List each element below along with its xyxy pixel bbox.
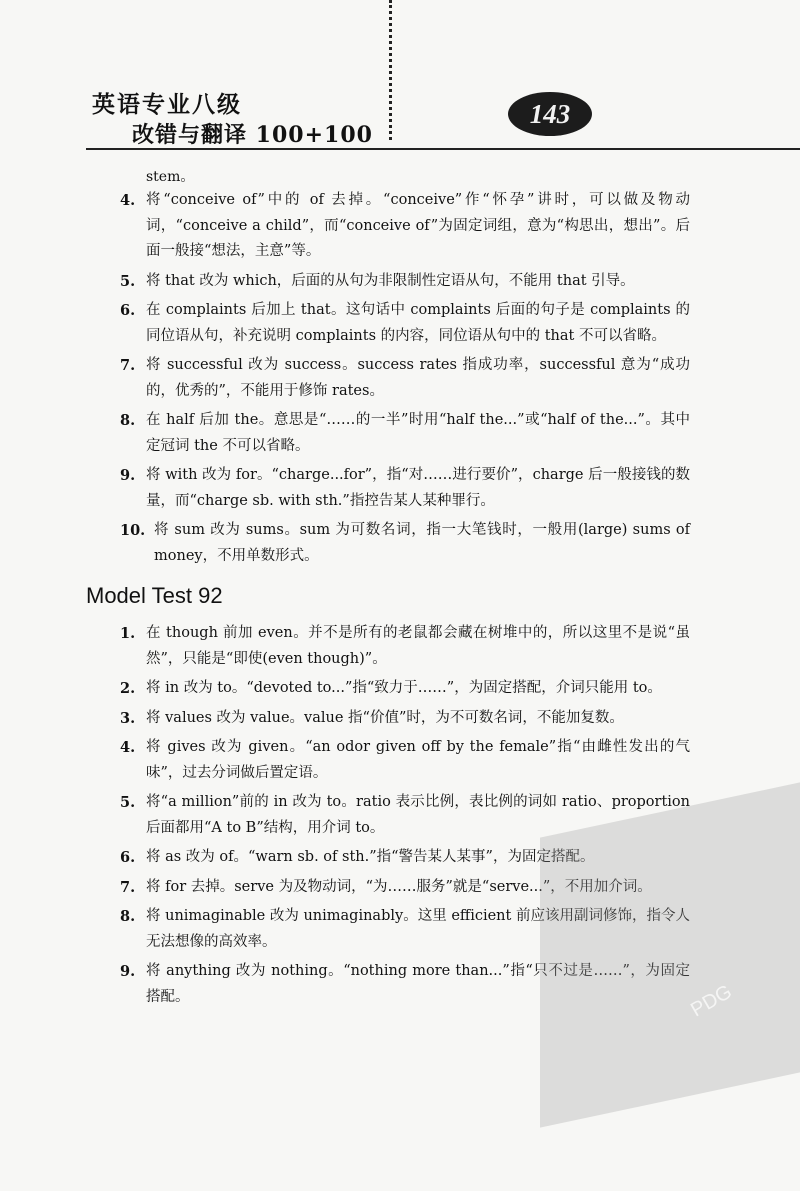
item-number: 5. [120,794,136,811]
item-number: 7. [120,357,136,374]
item-text: 将 for 去掉。serve 为及物动词，“为……服务”就是“serve...”，不用加介词。 [146,878,652,895]
item-text: 将 in 改为 to。“devoted to...”指“致力于……”，为固定搭配，介词只能用 to。 [146,680,662,696]
item-text: 将“conceive of”中的 of 去掉。“conceive”作“怀孕”讲时，可以做及物动词，“conceive a child”，而“conceive of”为固定词组，意为“构思出，想出”。后面一般接“想法，主意”等。 [146,192,690,259]
item-number: 6. [120,849,136,866]
item-text: 将 anything 改为 nothing。“nothing more than...”指“只不过是……”，为固定搭配。 [146,963,690,1005]
book-title-line1: 英语专业八级 [92,91,242,118]
item-text: 在 though 前加 even。并不是所有的老鼠都会藏在树堆中的，所以这里不是说“虽然”，只能是“即使(even though)”。 [146,625,690,667]
item-number: 2. [120,680,136,697]
answer-item [120,518,690,569]
item-text: 在 complaints 后加上 that。这句话中 complaints 后面的句子是 complaints 的同位语从句，补充说明 complaints 的内容，同位语从句中的 that 不可以省略。 [146,302,690,344]
item-number: 8. [120,908,136,925]
page-number: 143 [529,98,571,129]
dotted-divider [389,0,392,140]
answer-item [120,353,690,404]
answer-item [120,298,690,349]
item-number: 8. [120,412,136,429]
answer-item [120,706,690,732]
item-text: 将 successful 改为 success。success rates 指成功率，successful 意为“成功的，优秀的”，不能用于修饰 rates。 [146,357,690,399]
answer-item [120,463,690,514]
item-number: 1. [120,625,136,642]
item-number: 4. [120,192,136,209]
item-text: 在 half 后加 the。意思是“……的一半”时用“half the...”或“half of the...”。其中定冠词 the 不可以省略。 [146,412,690,454]
item-number: 3. [120,709,136,727]
item-number: 9. [120,963,136,980]
item-text: 将“a million”前的 in 改为 to。ratio 表示比例，表比例的词如 ratio、proportion 后面都用“A to B”结构，用介词 to。 [146,794,690,836]
item-text: 将 with 改为 for。“charge...for”，指“对……进行要价”，charge 后一般接钱的数量，而“charge sb. with sth.”指控告某人某种罪行。 [146,467,690,509]
item-number: 5. [120,272,136,290]
item-text: 将 sum 改为 sums。sum 为可数名词，指一大笔钱时，一般用(large) sums of money，不用单数形式。 [154,522,690,564]
item-text: 将 as 改为 of。“warn sb. of sth.”指“警告某人某事”，为固定搭配。 [146,849,595,865]
item-number: 9. [120,467,136,484]
item-text: 将 values 改为 value。value 指“价值”时，为不可数名词，不能加复数。 [146,709,624,726]
item-text: 将 gives 改为 given。“an odor given off by the female”指“由雌性发出的气味”，过去分词做后置定语。 [146,739,690,781]
answer-item [120,408,690,459]
section-heading: Model Test 92 [86,583,223,608]
item-number: 6. [120,302,136,319]
watermark-stamp [540,782,800,1127]
item-text: 将 that 改为 which，后面的从句为非限制性定语从句，不能用 that 引导。 [146,272,635,289]
answer-item [120,188,690,265]
answer-list-section1 [120,188,690,569]
item-number: 4. [120,739,136,756]
answer-item [120,269,690,295]
answer-item [120,735,690,786]
answer-item [120,676,690,702]
continuation-text: stem。 [146,169,195,185]
answer-item [120,621,690,672]
page-number-badge [508,92,592,136]
item-number: 7. [120,878,136,896]
item-number: 10. [120,522,146,539]
book-title-line2: 改错与翻译 100+100 [132,122,373,148]
header-rule [86,148,800,150]
watermark-text: PDG [687,980,736,1022]
item-text: 将 unimaginable 改为 unimaginably。这里 efficient 前应该用副词修饰，指令人无法想像的高效率。 [146,908,690,950]
page-header [0,0,800,152]
